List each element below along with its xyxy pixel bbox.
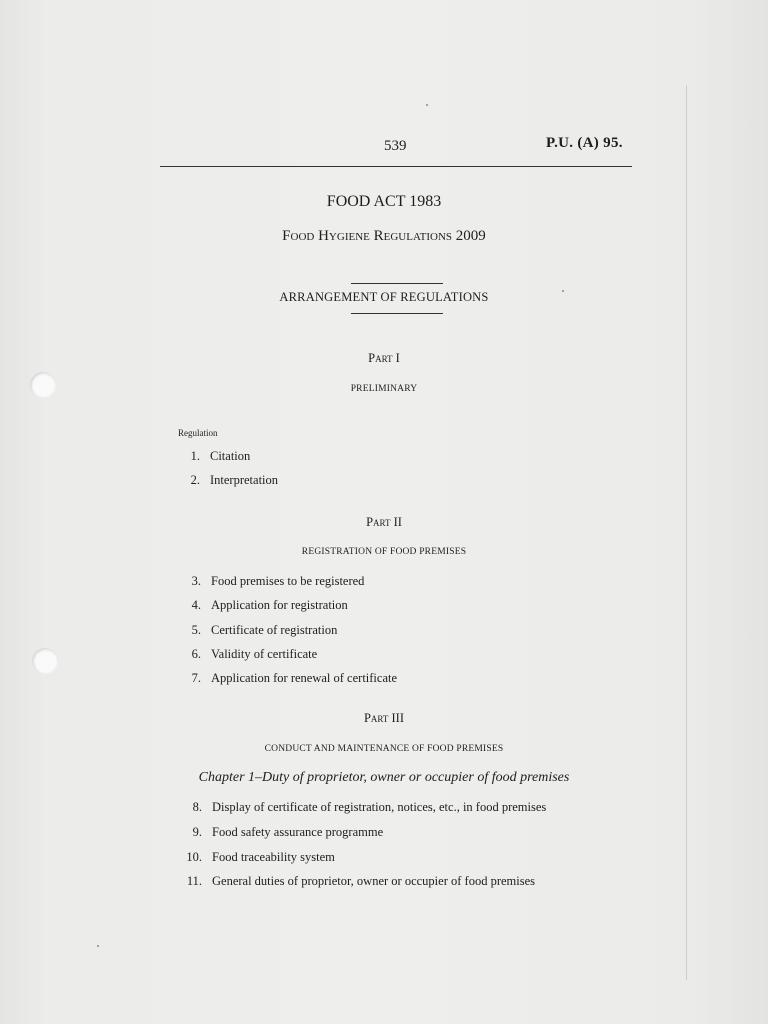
part-subheading: PRELIMINARY xyxy=(350,384,418,394)
part-heading: Part III xyxy=(363,711,405,725)
part-subheading: CONDUCT AND MAINTENANCE OF FOOD PREMISES xyxy=(264,744,504,754)
gazette-reference: P.U. (A) 95. xyxy=(546,135,623,151)
item-text: Application for renewal of certificate xyxy=(211,671,398,685)
page-edge-shadow xyxy=(686,85,687,980)
item-number: 1. xyxy=(190,449,200,463)
regulation-column-label: Regulation xyxy=(178,428,218,438)
item-number: 8. xyxy=(192,800,202,814)
item-number: 2. xyxy=(190,473,200,487)
header-rule xyxy=(160,166,632,167)
item-number: 3. xyxy=(191,574,201,588)
scan-speck xyxy=(426,104,428,106)
item-text: General duties of proprietor, owner or occupier of food premises xyxy=(212,874,535,888)
list-item xyxy=(181,574,364,589)
list-item xyxy=(182,850,335,865)
list-item xyxy=(181,647,317,662)
act-title: FOOD ACT 1983 xyxy=(326,193,442,210)
scan-speck xyxy=(97,945,99,947)
list-item xyxy=(181,671,397,686)
item-text: Citation xyxy=(210,449,251,463)
item-text: Interpretation xyxy=(210,473,279,487)
item-text: Food premises to be registered xyxy=(211,574,365,588)
chapter-heading: Chapter 1–Duty of proprietor, owner or occupier of food premises xyxy=(198,770,570,785)
item-text: Certificate of registration xyxy=(211,623,338,637)
divider-rule xyxy=(351,283,443,284)
regulations-title: Food Hygiene Regulations 2009 xyxy=(282,228,486,244)
punch-hole xyxy=(32,648,58,674)
list-item xyxy=(181,598,348,613)
item-number: 7. xyxy=(191,671,201,685)
part-heading: Part II xyxy=(366,515,402,529)
arrangement-heading: ARRANGEMENT OF REGULATIONS xyxy=(279,290,489,304)
item-text: Application for registration xyxy=(211,598,348,612)
part-heading: Part I xyxy=(368,351,400,365)
item-text: Display of certificate of registration, notices, etc., in food premises xyxy=(212,800,547,814)
item-number: 9. xyxy=(192,825,202,839)
list-item xyxy=(180,449,250,464)
list-item xyxy=(180,473,278,488)
item-text: Food traceability system xyxy=(212,850,335,864)
list-item xyxy=(182,874,535,889)
divider-rule xyxy=(351,313,443,314)
list-item xyxy=(182,800,546,815)
item-number: 5. xyxy=(191,623,201,637)
item-number: 6. xyxy=(191,647,201,661)
item-number: 4. xyxy=(191,598,201,612)
page-number: 539 xyxy=(384,138,407,154)
item-number: 11. xyxy=(186,874,202,888)
list-item xyxy=(182,825,383,840)
item-number: 10. xyxy=(186,850,202,864)
item-text: Validity of certificate xyxy=(211,647,318,661)
list-item xyxy=(181,623,337,638)
part-subheading: REGISTRATION OF FOOD PREMISES xyxy=(301,547,467,557)
item-text: Food safety assurance programme xyxy=(212,825,384,839)
